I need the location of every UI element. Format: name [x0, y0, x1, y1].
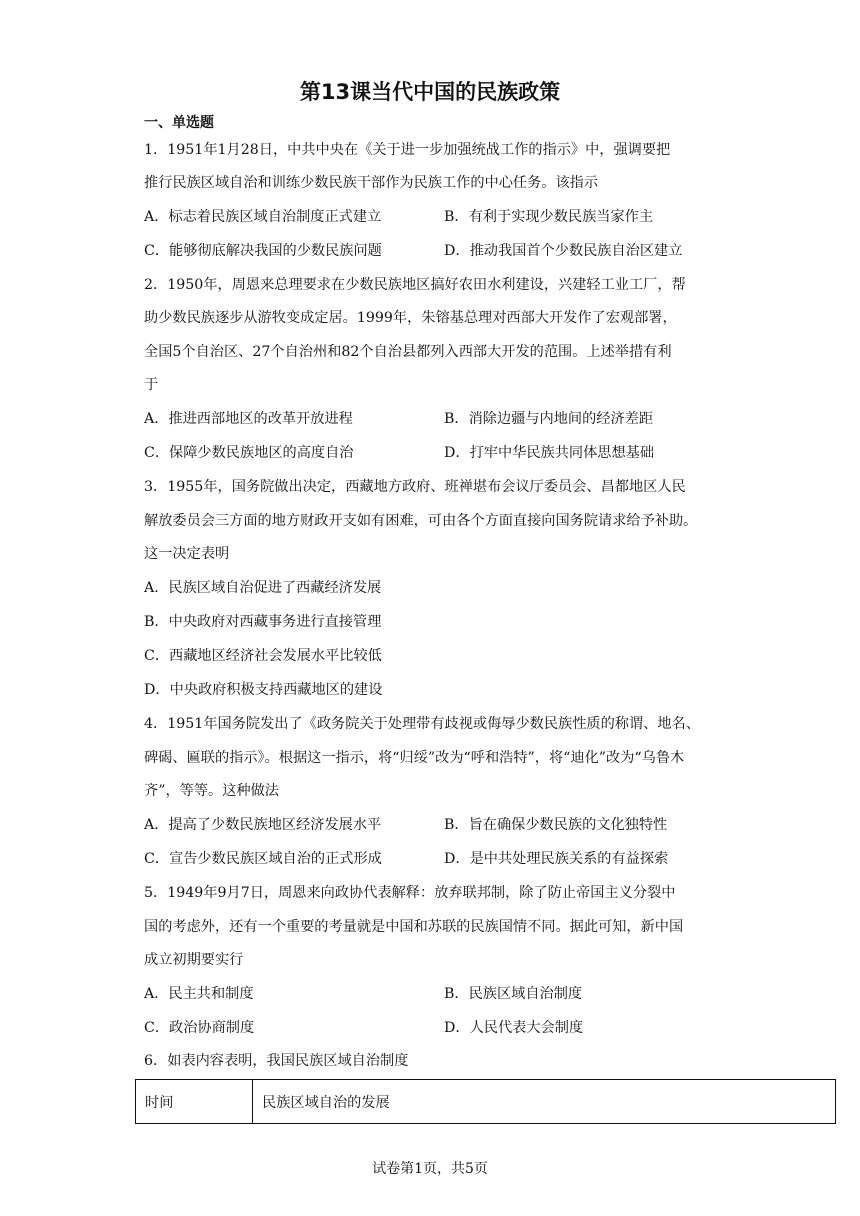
question-1-option-d: D．推动我国首个少数民族自治区建立	[444, 243, 683, 259]
page-footer: 试卷第1页，共5页	[372, 1161, 488, 1177]
question-3-line-3: 这一决定表明	[144, 546, 230, 562]
question-1-option-a: A．标志着民族区域自治制度正式建立	[144, 209, 382, 225]
question-4-line-1: 4．1951年国务院发出了《政务院关于处理带有歧视或侮辱少数民族性质的称谓、地名、	[144, 716, 700, 732]
question-2-line-3: 全国5个自治区、27个自治州和82个自治县都列入西部大开发的范围。上述举措有利	[144, 344, 672, 360]
question-1-option-c: C．能够彻底解决我国的少数民族问题	[144, 243, 382, 259]
question-1-line-1: 1．1951年1月28日，中共中央在《关于进一步加强统战工作的指示》中，强调要把	[144, 142, 671, 158]
question-3-option-a: A．民族区域自治促进了西藏经济发展	[144, 580, 382, 596]
question-3-option-d: D．中央政府积极支持西藏地区的建设	[144, 682, 383, 698]
question-3-line-1: 3．1955年，国务院做出决定，西藏地方政府、班禅堪布会议厅委员会、昌都地区人民	[144, 479, 686, 495]
question-4-line-2: 碑碣、匾联的指示》。根据这一指示，将“归绥”改为“呼和浩特”，将“迪化”改为“乌鲁木	[144, 750, 685, 766]
question-3-option-c: C．西藏地区经济社会发展水平比较低	[144, 648, 382, 664]
table-header-development: 民族区域自治的发展	[253, 1080, 836, 1124]
question-6-table	[135, 1079, 836, 1124]
question-2-option-b: B．消除边疆与内地间的经济差距	[444, 411, 654, 427]
question-4-option-b: B．旨在确保少数民族的文化独特性	[444, 817, 668, 833]
question-5-option-c: C．政治协商制度	[144, 1020, 255, 1036]
question-3-line-2: 解放委员会三方面的地方财政开支如有困难，可由各个方面直接向国务院请求给予补助。	[144, 513, 698, 529]
question-2-option-c: C．保障少数民族地区的高度自治	[144, 445, 354, 461]
question-6-line-1: 6．如表内容表明，我国民族区域自治制度	[144, 1053, 409, 1069]
question-2-option-a: A．推进西部地区的改革开放进程	[144, 411, 353, 427]
question-4-option-d: D．是中共处理民族关系的有益探索	[444, 851, 669, 867]
page-title: 第13课当代中国的民族政策	[299, 80, 561, 104]
question-5-line-2: 国的考虑外，还有一个重要的考量就是中国和苏联的民族国情不同。据此可知，新中国	[144, 919, 684, 935]
question-5-option-b: B．民族区域自治制度	[444, 986, 583, 1002]
question-3-option-b: B．中央政府对西藏事务进行直接管理	[144, 614, 382, 630]
question-5-option-d: D．人民代表大会制度	[444, 1020, 584, 1036]
question-5-line-1: 5．1949年9月7日，周恩来向政协代表解释：放弃联邦制，除了防止帝国主义分裂中	[144, 885, 676, 901]
question-5-line-3: 成立初期要实行	[144, 952, 244, 968]
question-2-line-2: 助少数民族逐步从游牧变成定居。1999年，朱镕基总理对西部大开发作了宏观部署，	[144, 310, 677, 326]
question-4-option-a: A．提高了少数民族地区经济发展水平	[144, 817, 382, 833]
question-5-option-a: A．民主共和制度	[144, 986, 254, 1002]
section-heading: 一、单选题	[144, 115, 214, 131]
question-2-line-4: 于	[144, 377, 159, 393]
question-1-option-b: B．有利于实现少数民族当家作主	[444, 209, 654, 225]
question-4-line-3: 齐”，等等。这种做法	[144, 783, 279, 799]
question-2-option-d: D．打牢中华民族共同体思想基础	[444, 445, 655, 461]
question-1-line-2: 推行民族区域自治和训练少数民族干部作为民族工作的中心任务。该指示	[144, 175, 599, 191]
table-row	[136, 1080, 836, 1124]
question-4-option-c: C．宣告少数民族区域自治的正式形成	[144, 851, 382, 867]
question-2-line-1: 2．1950年，周恩来总理要求在少数民族地区搞好农田水利建设，兴建轻工业工厂，帮	[144, 277, 686, 293]
table-header-time: 时间	[136, 1080, 253, 1124]
